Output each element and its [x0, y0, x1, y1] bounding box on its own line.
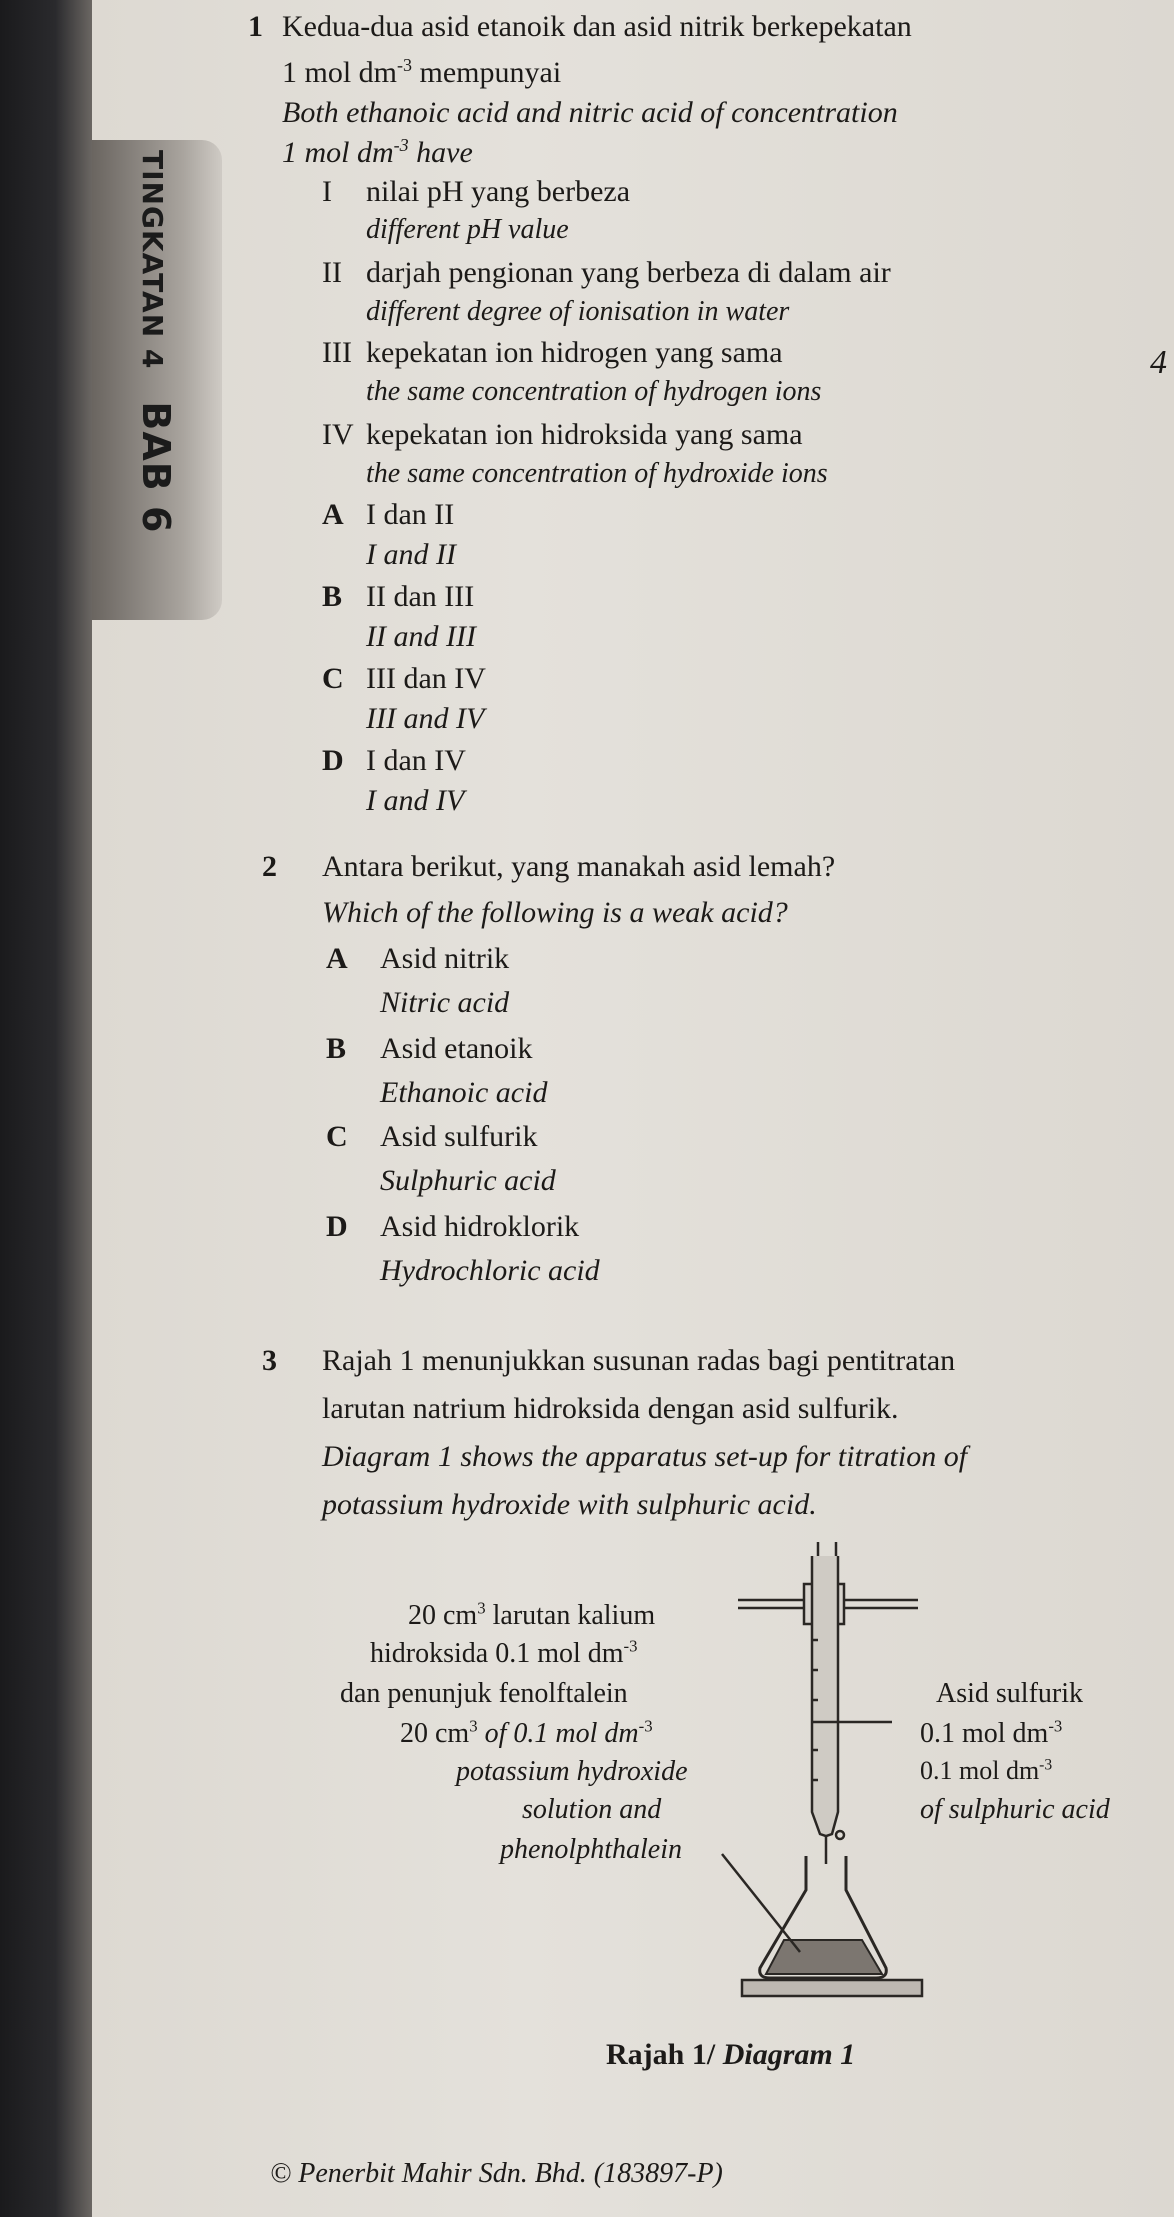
option-letter: C	[322, 662, 344, 695]
option-letter: D	[326, 1210, 348, 1243]
option-letter: A	[322, 498, 344, 531]
option-en: I and II	[366, 538, 456, 571]
statement-en: the same concentration of hydroxide ions	[366, 458, 828, 489]
option-letter: B	[322, 580, 343, 613]
option-en: I and IV	[366, 784, 465, 817]
bab-label: BAB 6	[134, 401, 178, 534]
option-en: II and III	[366, 620, 476, 653]
q1-stem-en-line2: 1 mol $dm^{-3}$ have	[282, 135, 473, 169]
pointer-line	[722, 1854, 800, 1952]
q3-stem-ms-line2: larutan natrium hidroksida dengan asid sulfurik.	[322, 1392, 899, 1425]
option-en: III and IV	[366, 702, 485, 735]
option-ms: Asid nitrik	[380, 942, 510, 975]
statement-en: the same concentration of hydrogen ions	[366, 376, 822, 407]
option-letter: A	[326, 942, 348, 975]
option-en: Nitric acid	[380, 986, 510, 1019]
q2-stem-ms: Antara berikut, yang manakah asid lemah?	[322, 850, 836, 883]
statement-ms: kepekatan ion hidrogen yang sama	[366, 336, 783, 369]
statement-en: different pH value	[366, 214, 569, 245]
publisher-footer: © Penerbit Mahir Sdn. Bhd. (183897-P)	[270, 2158, 723, 2189]
option-letter: B	[326, 1032, 347, 1065]
option-letter: C	[326, 1120, 348, 1153]
option-ms: II dan III	[366, 580, 475, 613]
option-en: Ethanoic acid	[380, 1076, 548, 1109]
q3-stem-ms-line1: Rajah 1 menunjukkan susunan radas bagi pentitratan	[322, 1344, 956, 1377]
statement-ms: darjah pengionan yang berbeza di dalam air	[366, 256, 891, 289]
conical-flask	[760, 1856, 887, 1978]
option-ms: I dan IV	[366, 744, 466, 777]
statement-number: I	[322, 175, 332, 208]
statement-ms: nilai pH yang berbeza	[366, 175, 631, 208]
burette	[812, 1556, 892, 1864]
side-page-number: 4	[1150, 344, 1167, 381]
option-ms: Asid etanoik	[380, 1032, 533, 1065]
question-number: 1	[248, 10, 263, 43]
q1-stem-ms-line2: 1 mol $dm^{-3}$ mempunyai	[282, 55, 562, 89]
q3-stem-en-line1: Diagram 1 shows the apparatus set-up for titration of	[322, 1440, 968, 1473]
option-ms: I dan II	[366, 498, 455, 531]
option-en: Sulphuric acid	[380, 1164, 556, 1197]
option-ms: Asid sulfurik	[380, 1120, 538, 1153]
statement-ms: kepekatan ion hidroksida yang sama	[366, 418, 803, 451]
tingkatan-label: TINGKATAN 4	[136, 150, 169, 370]
statement-en: different degree of ionisation in water	[366, 296, 790, 327]
option-ms: III dan IV	[366, 662, 486, 695]
statement-number: III	[322, 336, 352, 369]
q1-stem-en-line1: Both ethanoic acid and nitric acid of concentration	[282, 96, 898, 129]
option-ms: Asid hidroklorik	[380, 1210, 580, 1243]
q3-stem-en-line2: potassium hydroxide with sulphuric acid.	[322, 1488, 817, 1521]
statement-number: II	[322, 256, 342, 289]
option-letter: D	[322, 744, 344, 777]
question-number: 2	[262, 850, 277, 883]
option-en: Hydrochloric acid	[380, 1254, 600, 1287]
statement-number: IV	[322, 418, 354, 451]
diagram-caption: Rajah 1/ Diagram 1	[606, 2038, 856, 2071]
flask-base	[742, 1980, 922, 1996]
q2-stem-en: Which of the following is a weak acid?	[322, 896, 788, 929]
q1-stem-ms-line1: Kedua-dua asid etanoik dan asid nitrik berkepekatan	[282, 10, 912, 43]
question-number: 3	[262, 1344, 277, 1377]
